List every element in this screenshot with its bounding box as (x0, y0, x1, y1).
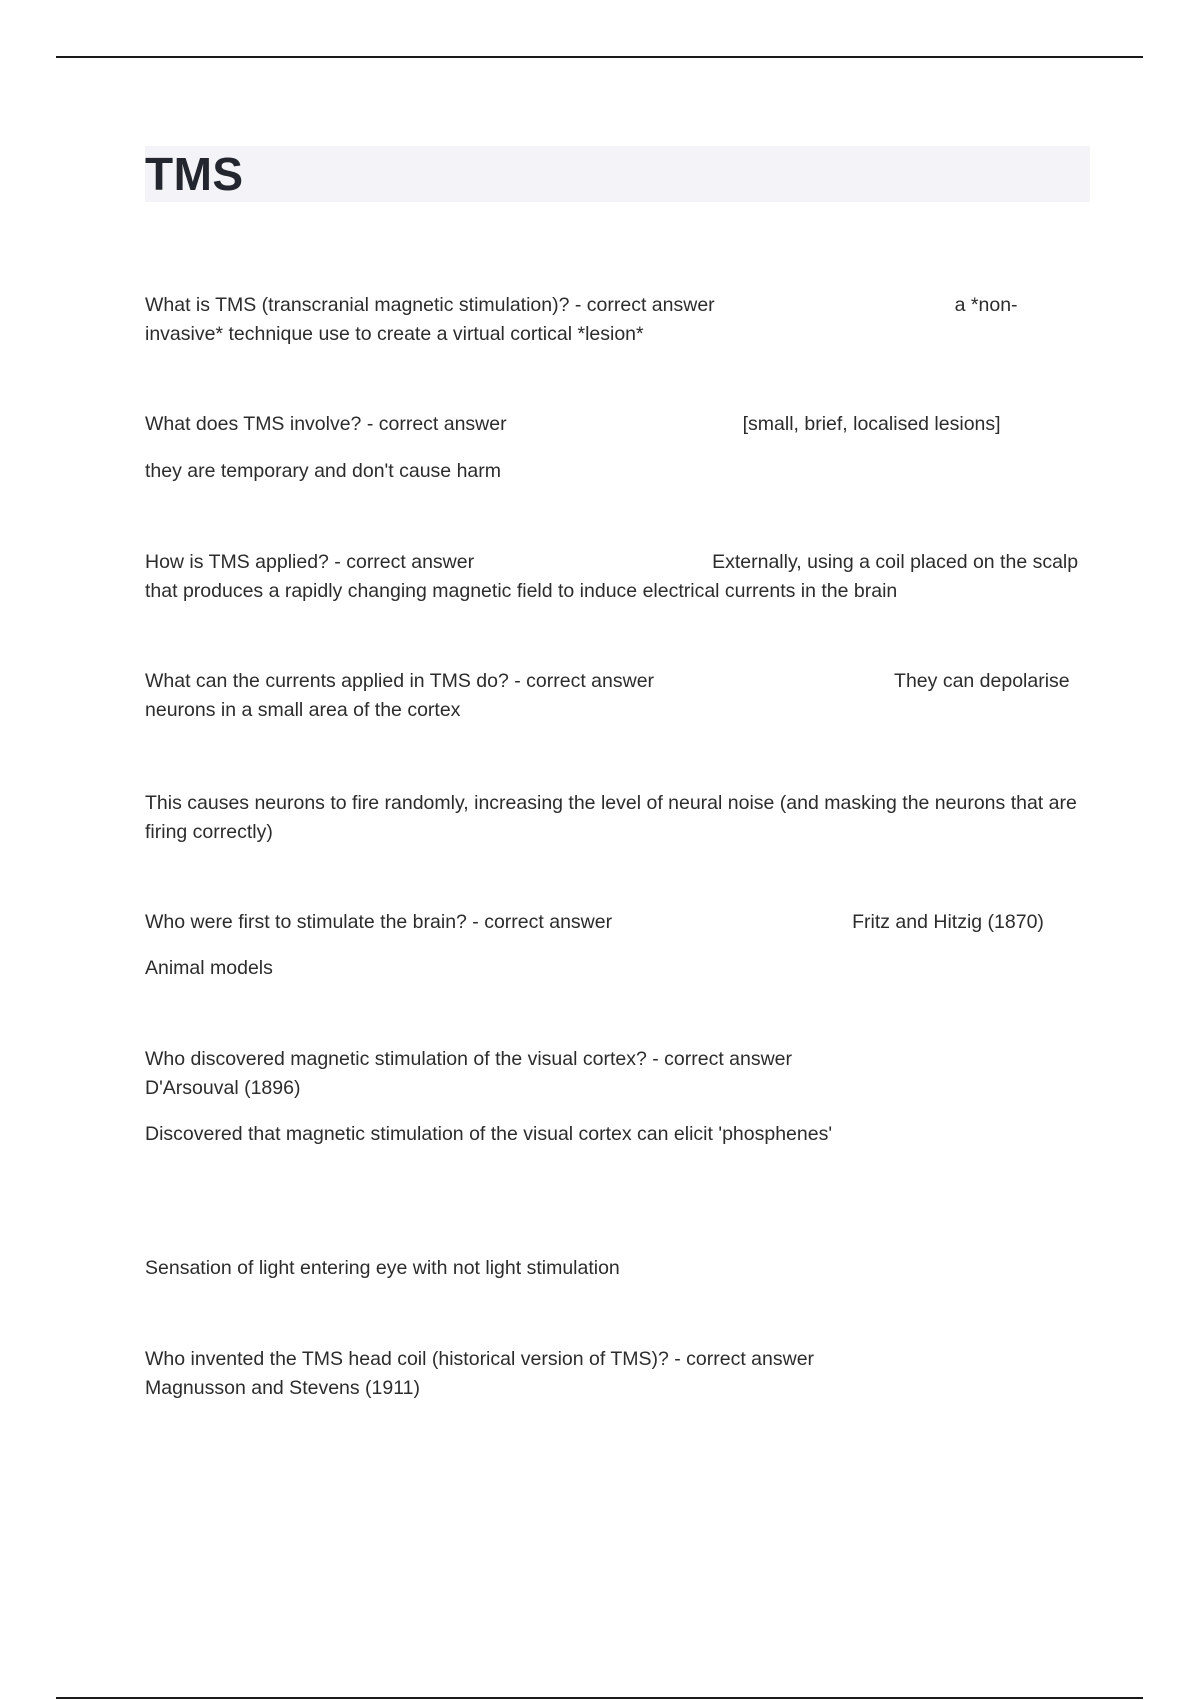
qa-block-1 (145, 291, 1080, 349)
answer-text: Fritz and Hitzig (1870) (852, 911, 1044, 933)
question-text: How is TMS applied? - correct answer (145, 551, 475, 573)
question-text: What does TMS involve? - correct answer (145, 413, 507, 435)
title-band (145, 146, 1090, 202)
note-text: they are temporary and don't cause harm (145, 460, 501, 482)
question-text: What is TMS (transcranial magnetic stimulation)? - correct answer (145, 294, 715, 316)
paragraph-text: This causes neurons to fire randomly, increasing the level of neural noise (and masking the neurons that are firing correctly) (145, 792, 1077, 843)
answer-text: Externally, using a coil placed on the scalp that produces a rapidly changing magnetic field to induce electrical currents in the brain (145, 551, 1079, 602)
qa-block-2 (145, 410, 1080, 439)
page-title: TMS (145, 148, 244, 200)
answer-text: They can depolarise neurons in a small area of the cortex (145, 670, 1070, 721)
answer-text: Magnusson and Stevens (1911) (145, 1377, 420, 1399)
qa-block-5 (145, 908, 1080, 937)
answer-text: D'Arsouval (1896) (145, 1077, 301, 1099)
question-text: What can the currents applied in TMS do? - correct answer (145, 670, 655, 692)
qa-block-7 (145, 1345, 1080, 1403)
qa-block-4 (145, 667, 1080, 725)
question-text: Who invented the TMS head coil (historical version of TMS)? - correct answer (145, 1348, 815, 1370)
question-text: Who were first to stimulate the brain? - correct answer (145, 911, 613, 933)
qa-block-3 (145, 548, 1080, 606)
answer-text: [small, brief, localised lesions] (742, 413, 1001, 435)
question-text: Who discovered magnetic stimulation of the visual cortex? - correct answer (145, 1048, 793, 1070)
paragraph-text: Sensation of light entering eye with not light stimulation (145, 1257, 620, 1279)
note-text: Animal models (145, 957, 273, 979)
qa-block-6 (145, 1045, 1080, 1103)
note-text: Discovered that magnetic stimulation of the visual cortex can elicit 'phosphenes' (145, 1123, 833, 1145)
header-rule (56, 56, 1143, 58)
footer-rule (56, 1697, 1143, 1699)
answer-text: a *non-invasive* technique use to create a virtual cortical *lesion* (145, 294, 1018, 345)
